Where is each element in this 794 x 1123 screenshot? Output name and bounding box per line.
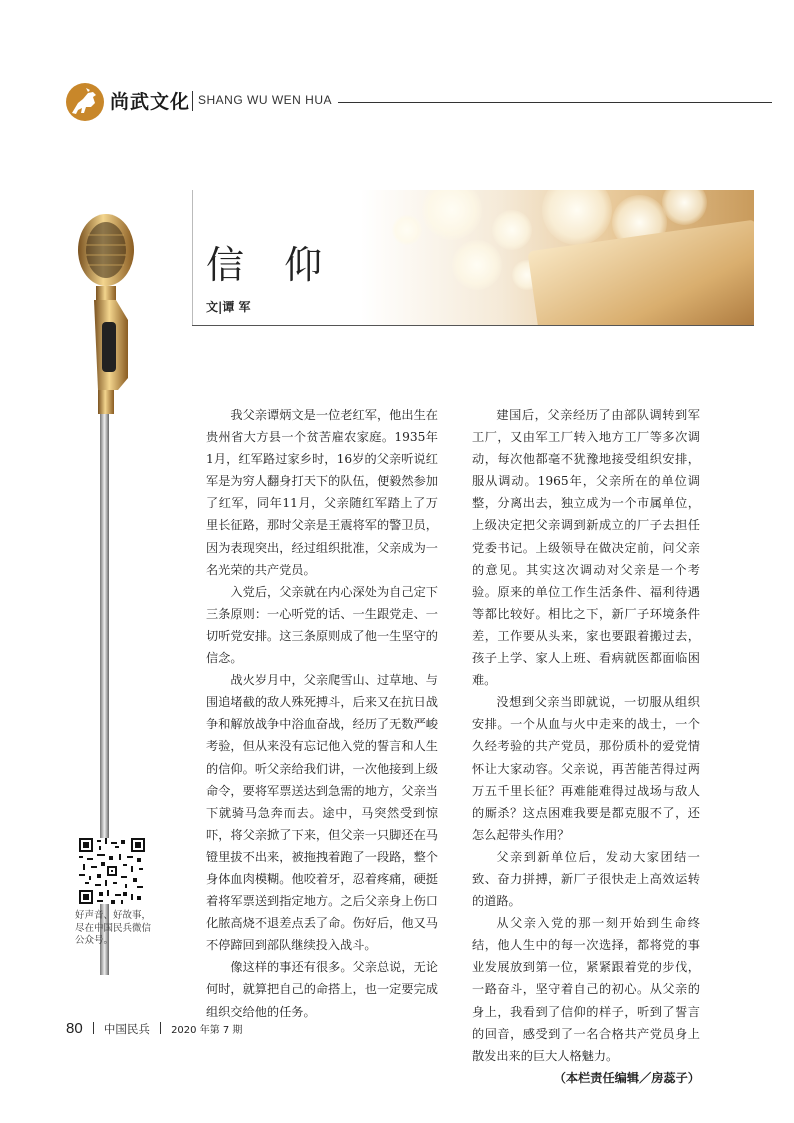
page-footer (66, 1018, 242, 1037)
footer-divider (160, 1022, 161, 1034)
bokeh-light (392, 215, 422, 245)
bokeh-light (542, 190, 612, 245)
qr-caption: 好声音、好故事，尽在中国民兵微信公众号。 (75, 910, 152, 946)
paragraph: 建国后，父亲经历了由部队调转到军工厂，又由军工厂转入地方工厂等多次调动，每次他都毫不犹豫地接受组织安排，服从调动。1965年，父亲所在的单位调整，分离出去，独立成为一个市属单位，上级决定把父亲调到新成立的厂子去担任党委书记。上级领导在做决定前，问父亲的意见。其实这次调动对父亲是一个考验。原来的单位工作生活条件、福利待遇等都比较好。相比之下，新厂子环境条件差，工作要从头来，家也要跟着搬过去，孩子上学、家人上班、看病就医都面临困难。 (472, 408, 700, 688)
column-subtitle: SHANG WU WEN HUA (198, 93, 332, 107)
editor-note-text: （本栏责任编辑／房蕊子） (553, 1070, 700, 1085)
issue-label: 2020 年第 7 期 (171, 1025, 243, 1036)
bokeh-light (662, 190, 707, 225)
paragraph: 父亲到新单位后，发动大家团结一致、奋力拼搏，新厂子很快走上高效运转的道路。 (472, 849, 700, 909)
banner-bottom-rule (192, 325, 754, 326)
qr-code-image (79, 838, 145, 904)
article-column-right (472, 404, 700, 1089)
header-rule (338, 102, 772, 103)
bokeh-light (492, 210, 532, 250)
column-title: 尚武文化 (110, 91, 191, 113)
banner-left-rule (192, 190, 193, 325)
paragraph: 没想到父亲当即就说，一切服从组织安排。一个从血与火中走来的战士，一个久经考验的共产党员，那份质朴的爱党情怀让大家动容。父亲说，再苦能苦得过两万五千里长征？再难能难得过战场与敌人的厮杀？这点困难我要是都克服不了，还怎么起带头作用？ (472, 695, 700, 842)
page-number: 80 (66, 1020, 83, 1037)
article-byline: 文|谭 军 (206, 300, 251, 314)
paragraph: 战火岁月中，父亲爬雪山、过草地、与围追堵截的敌人殊死搏斗，后来又在抗日战争和解放战争中浴血奋战，经历了无数严峻考验，但从来没有忘记他入党的誓言和人生的信仰。听父亲给我们讲，一次他接到上级命令，要将军票送达到急需的地方，父亲当下就骑马急奔而去。途中，马突然受到惊吓，将父亲掀了下来，但父亲一只脚还在马镫里拔不出来，被拖拽着跑了一段路，整个身体血肉模糊。他咬着牙，忍着疼痛，硬挺着将军票送到指定地方。之后父亲身上伤口化脓高烧不退差点丢了命。伤好后，他又马不停蹄回到部队继续投入战斗。 (206, 673, 438, 953)
paragraph: 从父亲入党的那一刻开始到生命终结，他人生中的每一次选择，都将党的事业发展放到第一位，紧紧跟着党的步伐，一路奋斗，坚守着自己的初心。从父亲的身上，我看到了信仰的样子，听到了誓言的回音，感受到了一名合格共产党员身上散发出来的巨大人格魅力。 (472, 916, 700, 1063)
column-title-divider (192, 91, 193, 111)
bokeh-light (452, 240, 502, 290)
bokeh-light (422, 190, 482, 240)
paragraph: 入党后，父亲就在内心深处为自己定下三条原则：一心听党的话、一生跟党走、一切听党安排。这三条原则成了他一生坚守的信念。 (206, 584, 438, 666)
paragraph: 我父亲谭炳文是一位老红军，他出生在贵州省大方县一个贫苦雇农家庭。1935年1月，红军路过家乡时，16岁的父亲听说红军是为穷人翻身打天下的队伍，便毅然参加了红军，同年11月，父亲随红军踏上了万里长征路，那时父亲是王震将军的警卫员，因为表现突出，经过组织批准，父亲成为一名光荣的共产党员。 (206, 408, 438, 577)
editor-note (472, 1067, 700, 1089)
article-column-left (206, 404, 438, 1023)
paragraph: 像这样的事还有很多。父亲总说，无论何时，就算把自己的命搭上，也一定要完成组织交给他的任务。 (206, 960, 438, 1019)
column-logo-icon (66, 83, 104, 121)
magazine-name: 中国民兵 (103, 1022, 150, 1036)
article-title: 信 仰 (206, 243, 337, 287)
column-header (66, 83, 776, 121)
footer-divider (93, 1022, 94, 1034)
